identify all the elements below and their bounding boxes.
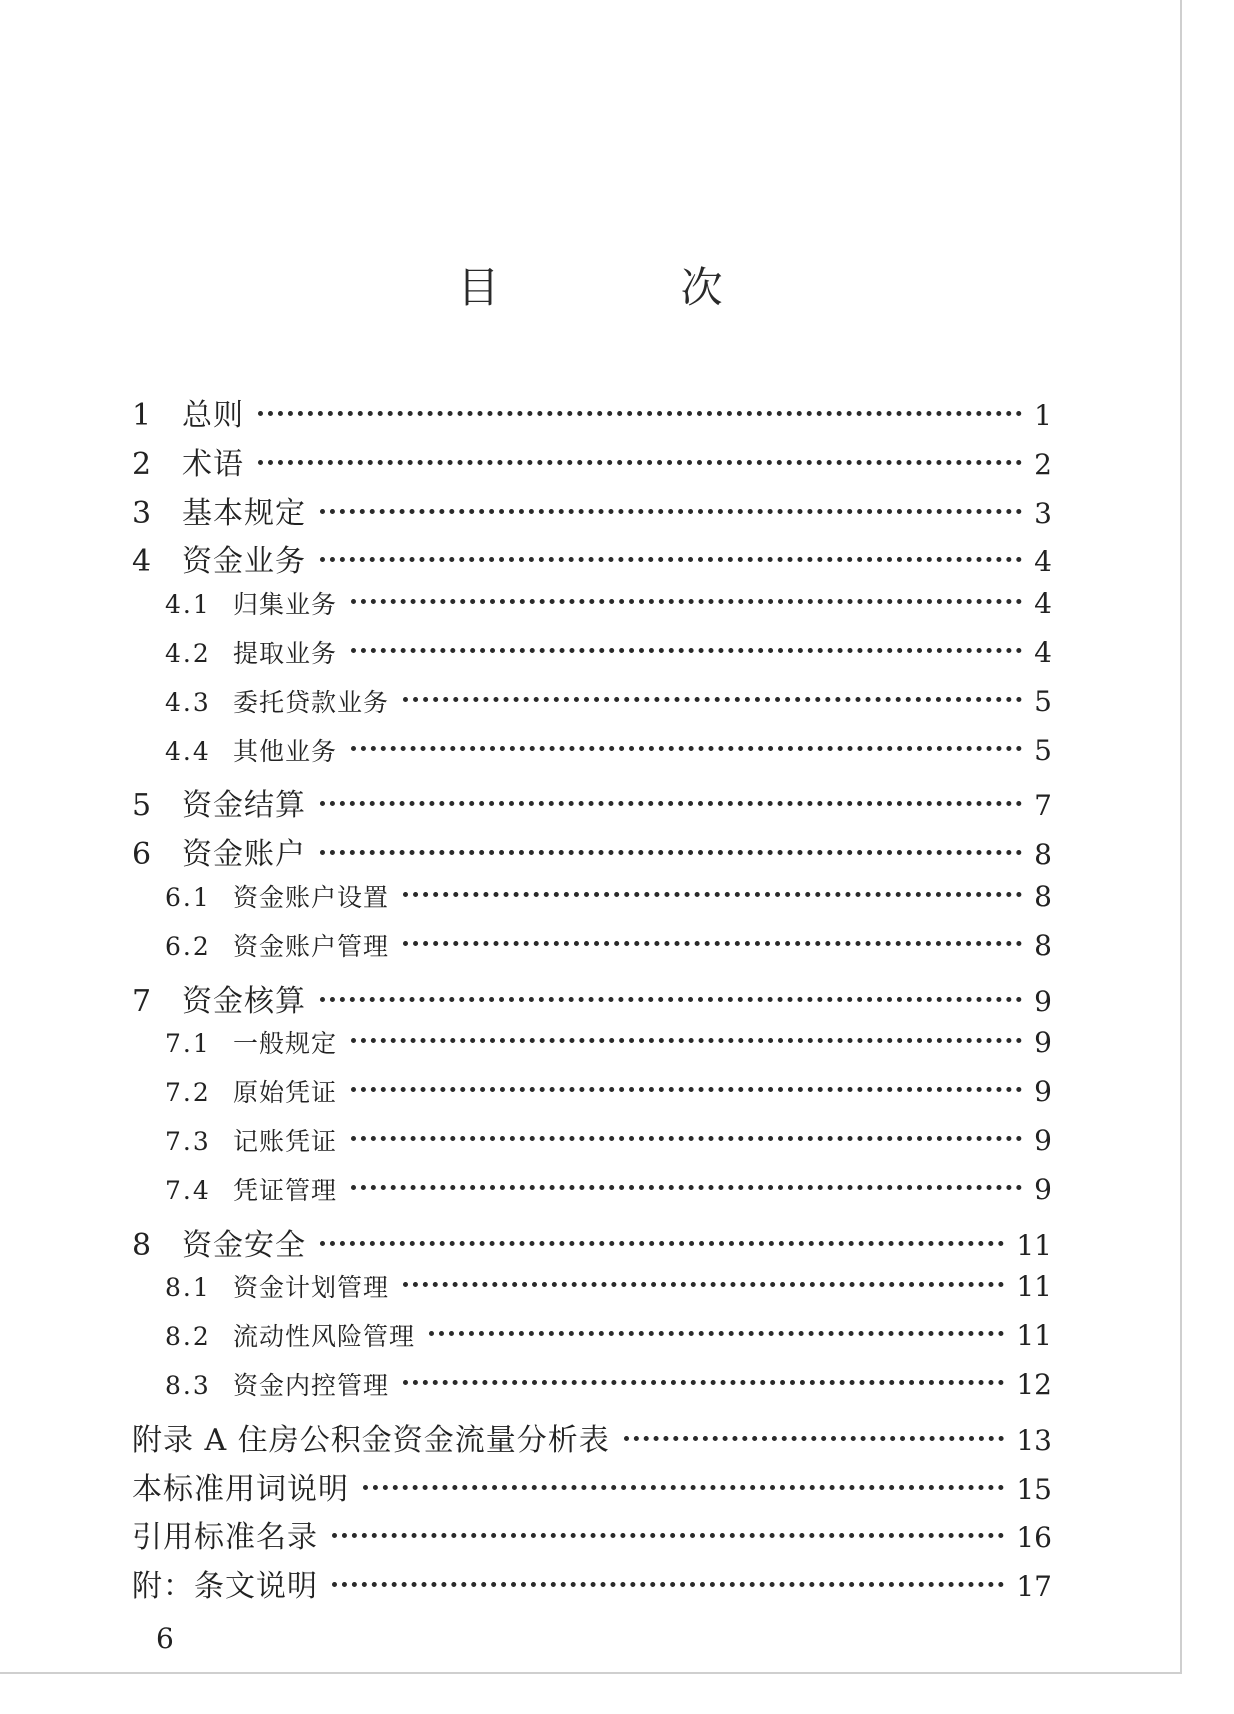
toc-subentry[interactable] xyxy=(132,1171,1052,1220)
toc-entry-text: 引用标准名录 xyxy=(132,1520,318,1556)
toc-subentry[interactable] xyxy=(132,927,1052,976)
toc-entry-text: 资金核算 xyxy=(182,983,306,1019)
toc-entry-page: 9 xyxy=(1034,1026,1052,1060)
toc-entry-number: 7.3 xyxy=(165,1126,211,1156)
toc-entry-page: 5 xyxy=(1034,684,1052,718)
toc-entry-number: 7.1 xyxy=(165,1029,211,1059)
toc-entry-text: 本标准用词说明 xyxy=(132,1471,349,1507)
toc-entry-page: 11 xyxy=(1016,1319,1052,1353)
toc-entry-number: 8 xyxy=(132,1227,152,1263)
toc-subentry[interactable] xyxy=(132,1024,1052,1073)
page-number: 6 xyxy=(156,1622,174,1655)
toc-entry-text: 凭证管理 xyxy=(233,1175,338,1205)
toc-entry-page: 2 xyxy=(1034,447,1052,481)
toc-entry[interactable] xyxy=(132,439,1052,488)
toc-entry-number: 4.2 xyxy=(165,638,211,668)
toc-subentry[interactable] xyxy=(132,732,1052,781)
toc-entry-number: 6.2 xyxy=(165,931,211,961)
toc-dot-leader xyxy=(403,1282,1004,1287)
toc-entry-text: 归集业务 xyxy=(233,590,338,620)
toc-dot-leader xyxy=(403,697,1022,702)
toc-entry-page: 8 xyxy=(1034,928,1052,962)
toc-entry-number: 6.1 xyxy=(165,882,211,912)
toc-entry-text: 资金账户 xyxy=(182,837,306,873)
toc-dot-leader xyxy=(403,1380,1004,1385)
toc-entry-text: 资金安全 xyxy=(182,1227,306,1263)
toc-dot-leader xyxy=(351,746,1022,751)
toc-entry-text: 资金业务 xyxy=(182,544,306,580)
toc-entry-text: 资金内控管理 xyxy=(233,1370,390,1400)
toc-entry-page: 9 xyxy=(1034,1075,1052,1109)
toc-dot-leader xyxy=(351,1136,1022,1141)
toc-entry-text: 资金计划管理 xyxy=(233,1273,390,1303)
toc-dot-leader xyxy=(320,557,1022,562)
toc-entry-explanation[interactable] xyxy=(132,1561,1052,1610)
toc-entry-number: 5 xyxy=(132,788,152,824)
toc-entry-page: 16 xyxy=(1016,1521,1052,1555)
toc-entry-text: 记账凭证 xyxy=(233,1126,338,1156)
toc-subentry[interactable] xyxy=(132,683,1052,732)
toc-entry-page: 17 xyxy=(1016,1570,1052,1604)
toc-entry-page: 9 xyxy=(1034,1123,1052,1157)
toc-subentry[interactable] xyxy=(132,1366,1052,1415)
toc-entry-text: 其他业务 xyxy=(233,736,338,766)
toc-entry-text: 流动性风险管理 xyxy=(233,1322,416,1352)
toc-subentry[interactable] xyxy=(132,1122,1052,1171)
toc-entry[interactable] xyxy=(132,536,1052,585)
table-of-contents xyxy=(132,390,1052,1610)
toc-entry-text: 基本规定 xyxy=(182,495,306,531)
page-edge-right xyxy=(1180,0,1182,1674)
toc-entry-text: 附录 A 住房公积金资金流量分析表 xyxy=(132,1422,610,1458)
toc-dot-leader xyxy=(332,1533,1004,1538)
toc-subentry[interactable] xyxy=(132,878,1052,927)
toc-entry-text: 资金账户设置 xyxy=(233,882,390,912)
toc-entry-text: 资金账户管理 xyxy=(233,931,390,961)
toc-entry[interactable] xyxy=(132,976,1052,1025)
toc-entry-page: 8 xyxy=(1034,838,1052,872)
toc-dot-leader xyxy=(351,1038,1022,1043)
toc-entry-page: 12 xyxy=(1016,1367,1052,1401)
toc-entry-number: 6 xyxy=(132,837,152,873)
toc-entry-number: 4.3 xyxy=(165,687,211,717)
toc-subentry[interactable] xyxy=(132,634,1052,683)
toc-entry-page: 1 xyxy=(1034,399,1052,432)
toc-entry-page: 15 xyxy=(1016,1472,1052,1506)
toc-dot-leader xyxy=(351,648,1022,653)
toc-entry-number: 1 xyxy=(132,398,152,433)
toc-entry[interactable] xyxy=(132,829,1052,878)
toc-dot-leader xyxy=(320,1241,1004,1246)
toc-entry-page: 9 xyxy=(1034,984,1052,1018)
toc-entry-page: 13 xyxy=(1016,1423,1052,1457)
toc-entry-text: 附：条文说明 xyxy=(132,1569,318,1605)
toc-dot-leader xyxy=(332,1582,1004,1587)
toc-subentry[interactable] xyxy=(132,585,1052,634)
toc-dot-leader xyxy=(351,599,1022,604)
toc-entry-number: 3 xyxy=(132,495,152,531)
toc-entry-references[interactable] xyxy=(132,1512,1052,1561)
toc-entry-page: 7 xyxy=(1034,789,1052,823)
toc-entry-text: 术语 xyxy=(182,446,244,482)
toc-entry[interactable] xyxy=(132,780,1052,829)
toc-dot-leader xyxy=(363,1485,1004,1490)
toc-dot-leader xyxy=(403,941,1022,946)
toc-entry[interactable] xyxy=(132,488,1052,537)
toc-entry-number: 8.2 xyxy=(165,1322,211,1352)
toc-entry-page: 4 xyxy=(1034,635,1052,669)
toc-dot-leader xyxy=(258,411,1022,416)
toc-entry-number: 8.1 xyxy=(165,1273,211,1303)
toc-dot-leader xyxy=(624,1436,1005,1441)
toc-dot-leader xyxy=(403,892,1022,897)
toc-entry-number: 2 xyxy=(132,446,152,482)
toc-dot-leader xyxy=(320,801,1022,806)
toc-subentry[interactable] xyxy=(132,1268,1052,1317)
toc-entry[interactable] xyxy=(132,1220,1052,1269)
toc-entry-number: 7.2 xyxy=(165,1078,211,1108)
page-edge-bottom xyxy=(0,1672,1182,1674)
toc-entry-number: 7.4 xyxy=(165,1175,211,1205)
toc-entry-number: 7 xyxy=(132,983,152,1019)
toc-entry-page: 5 xyxy=(1034,733,1052,767)
toc-entry-number: 4.1 xyxy=(165,590,211,620)
toc-subentry[interactable] xyxy=(132,1317,1052,1366)
toc-dot-leader xyxy=(320,850,1022,855)
toc-entry-page: 3 xyxy=(1034,496,1052,530)
toc-entry-page: 11 xyxy=(1016,1270,1052,1304)
toc-dot-leader xyxy=(429,1331,1004,1336)
toc-entry-number: 4 xyxy=(132,544,152,580)
toc-entry-text: 资金结算 xyxy=(182,788,306,824)
toc-entry-text: 总则 xyxy=(182,398,244,433)
toc-dot-leader xyxy=(320,997,1022,1002)
toc-entry-page: 4 xyxy=(1034,587,1052,621)
toc-entry-text: 一般规定 xyxy=(233,1029,338,1059)
toc-entry-text: 提取业务 xyxy=(233,638,338,668)
toc-entry-page: 8 xyxy=(1034,879,1052,913)
toc-dot-leader xyxy=(351,1185,1022,1190)
page-title: 目 次 xyxy=(457,263,807,312)
toc-entry-wording[interactable] xyxy=(132,1464,1052,1513)
toc-dot-leader xyxy=(351,1087,1022,1092)
toc-subentry[interactable] xyxy=(132,1073,1052,1122)
toc-entry-page: 4 xyxy=(1034,545,1052,579)
toc-entry-text: 委托贷款业务 xyxy=(233,687,390,717)
toc-entry-page: 9 xyxy=(1034,1172,1052,1206)
toc-entry-text: 原始凭证 xyxy=(233,1078,338,1108)
toc-dot-leader xyxy=(258,460,1022,465)
toc-entry-number: 8.3 xyxy=(165,1370,211,1400)
toc-dot-leader xyxy=(320,509,1022,514)
toc-entry-appendix[interactable] xyxy=(132,1415,1052,1464)
toc-entry-page: 11 xyxy=(1016,1228,1052,1262)
toc-entry-number: 4.4 xyxy=(165,736,211,766)
toc-entry[interactable] xyxy=(132,390,1052,439)
